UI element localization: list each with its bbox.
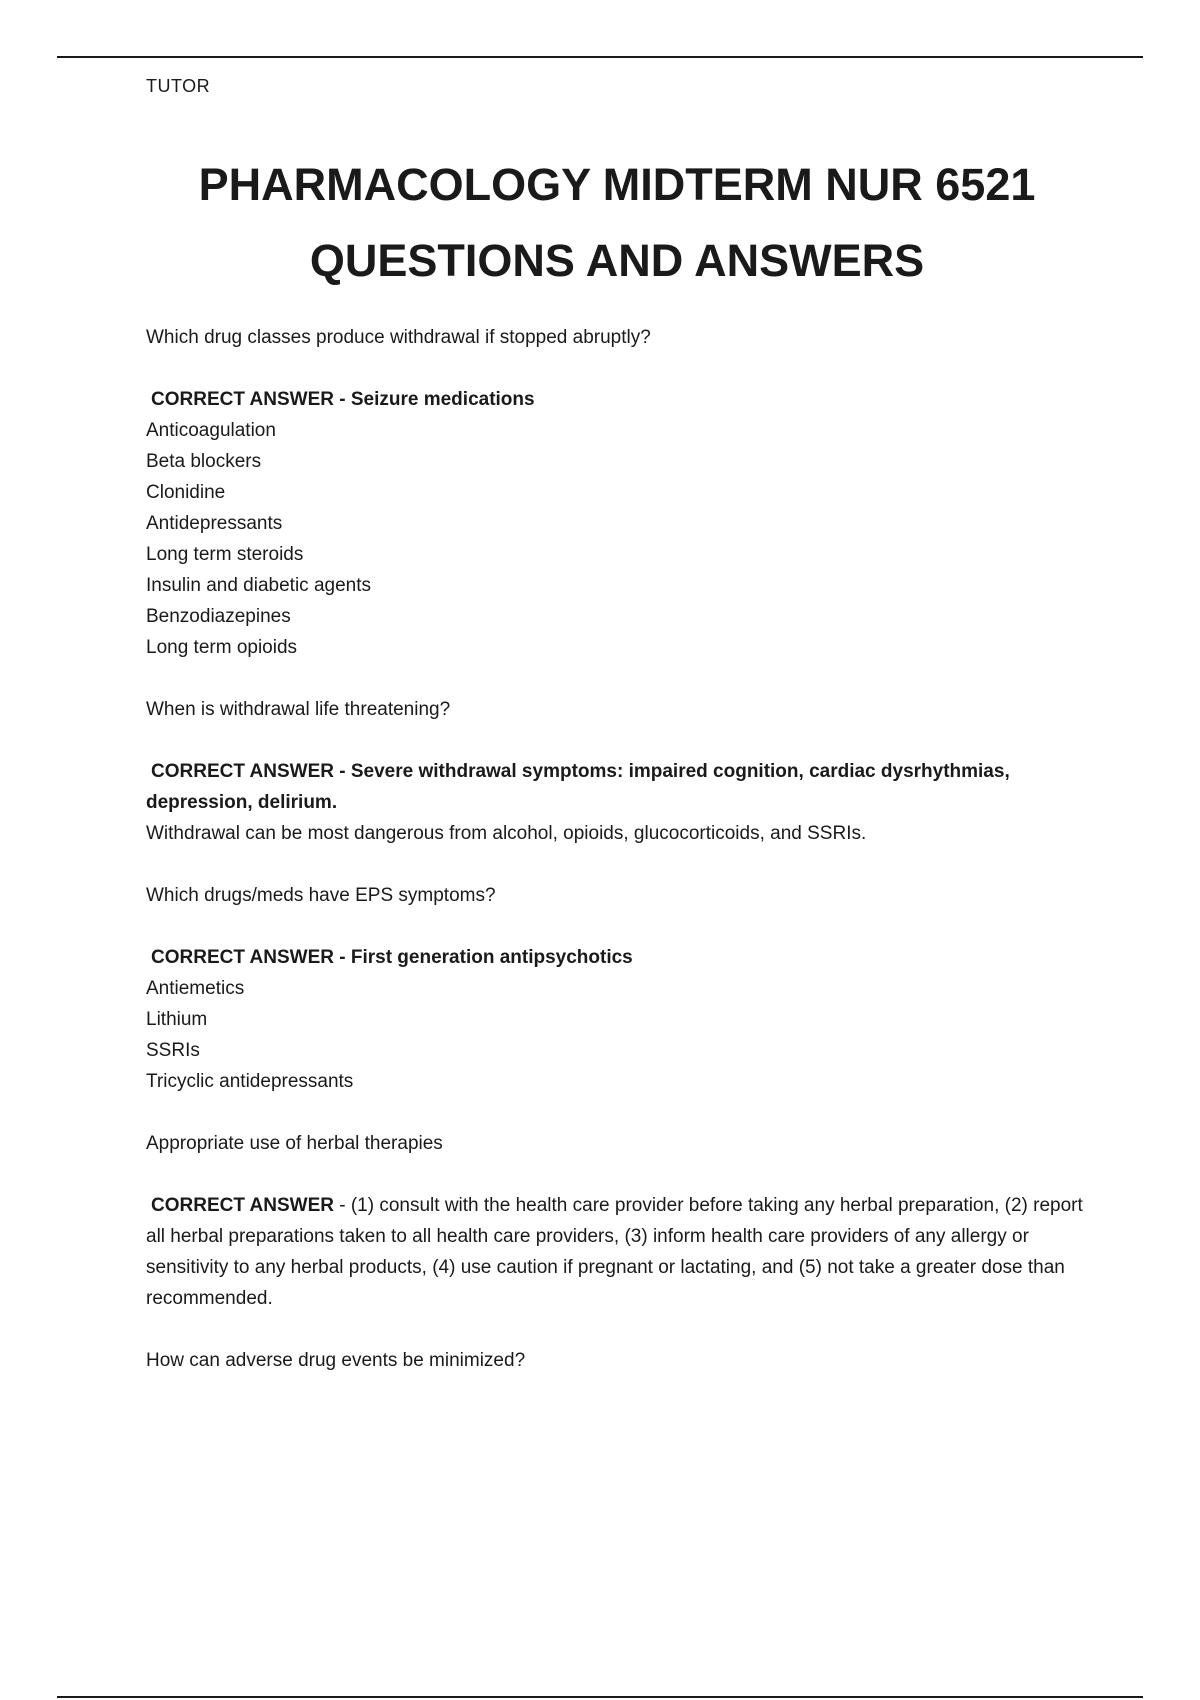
correct-answer-label: CORRECT ANSWER (151, 389, 334, 410)
answer-line: SSRIs (146, 1040, 200, 1061)
question-text: How can adverse drug events be minimized? (146, 1350, 526, 1371)
answer-line: Long term steroids (146, 544, 304, 565)
answer-block (146, 942, 1096, 1097)
qa-item (146, 322, 1096, 663)
correct-answer-label: CORRECT ANSWER (151, 761, 334, 782)
answer-block (146, 756, 1096, 849)
question-text: Which drugs/meds have EPS symptoms? (146, 885, 496, 906)
top-rule (57, 56, 1143, 58)
qa-item (146, 1128, 1096, 1314)
correct-answer-label: CORRECT ANSWER (151, 1195, 334, 1216)
answer-lead: - Seizure medications (339, 389, 535, 410)
answer-lead: - Severe withdrawal symptoms: impaired cognition, cardiac dysrhythmias, depression, delirium. (146, 761, 1010, 813)
qa-list (146, 322, 1096, 1407)
answer-line: Insulin and diabetic agents (146, 575, 371, 596)
answer-line: Antiemetics (146, 978, 245, 999)
question-text: When is withdrawal life threatening? (146, 699, 451, 720)
answer-line: Antidepressants (146, 513, 283, 534)
answer-text: - (1) consult with the health care provider before taking any herbal preparation, (2) report all herbal preparations taken to all health care providers, (3) inform health care providers of any allergy or sensitivity to any herbal products, (4) use caution if pregnant or lactating, and (5) not take a greater dose than recommended. (146, 1195, 1083, 1309)
page-title-line-1: PHARMACOLOGY MIDTERM NUR 6521 (198, 159, 1036, 210)
page-title-line-2: QUESTIONS AND ANSWERS (309, 235, 925, 286)
page-title (100, 147, 1134, 299)
correct-answer-label: CORRECT ANSWER (151, 947, 334, 968)
answer-line: Long term opioids (146, 637, 298, 658)
qa-item (146, 694, 1096, 849)
answer-line: Withdrawal can be most dangerous from alcohol, opioids, glucocorticoids, and SSRIs. (146, 823, 867, 844)
answer-line: Beta blockers (146, 451, 262, 472)
answer-line: Benzodiazepines (146, 606, 291, 627)
answer-block (146, 384, 1096, 663)
question-text: Appropriate use of herbal therapies (146, 1133, 443, 1154)
answer-block (146, 1190, 1096, 1314)
answer-lead: - First generation antipsychotics (339, 947, 633, 968)
header-label: TUTOR (146, 76, 211, 96)
answer-line: Anticoagulation (146, 420, 276, 441)
qa-item (146, 880, 1096, 1097)
answer-line: Tricyclic antidepressants (146, 1071, 354, 1092)
qa-item (146, 1345, 1096, 1376)
bottom-rule (57, 1696, 1143, 1698)
answer-line: Clonidine (146, 482, 226, 503)
answer-line: Lithium (146, 1009, 208, 1030)
question-text: Which drug classes produce withdrawal if stopped abruptly? (146, 327, 651, 348)
